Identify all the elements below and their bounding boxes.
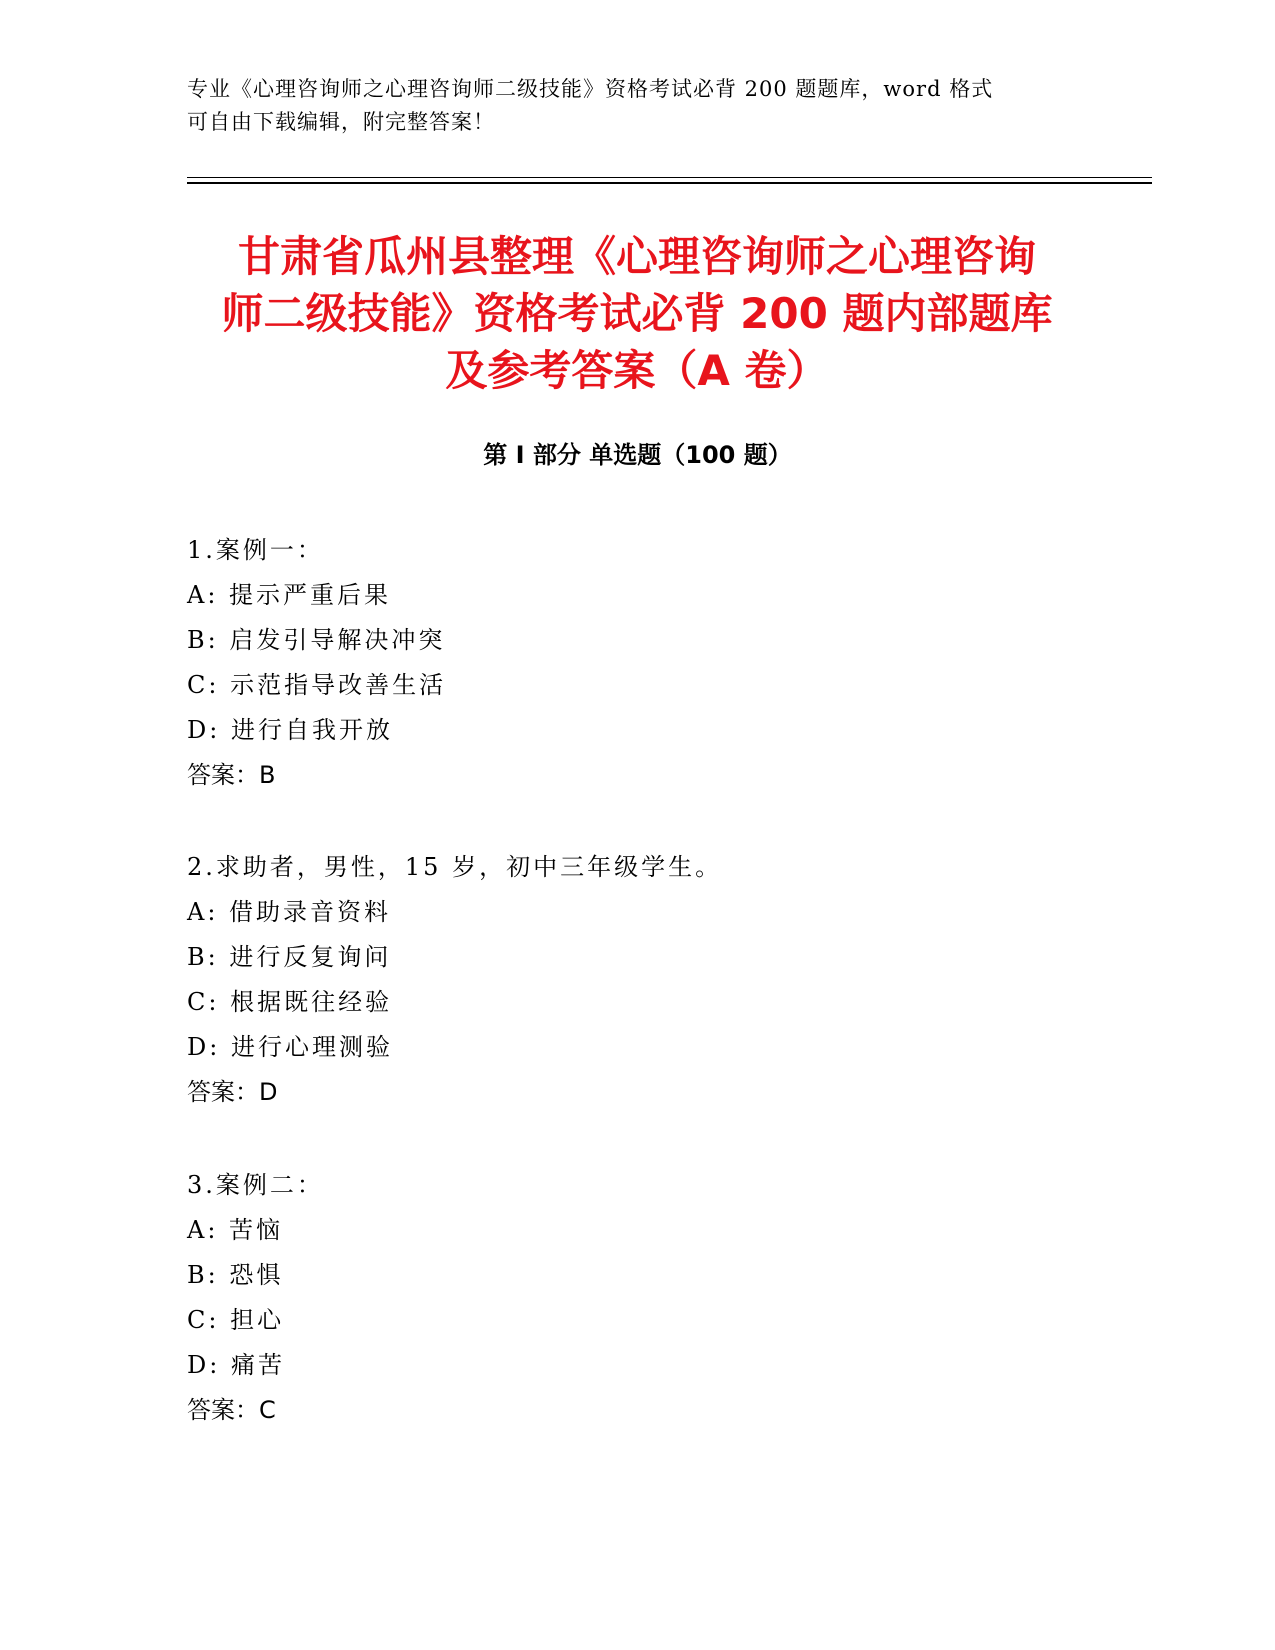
question-stem: 1.案例一： (187, 536, 324, 564)
option-c: C: 根据既往经验 (187, 988, 393, 1016)
question-3 (187, 1163, 1087, 1433)
question-stem: 2.求助者，男性，15 岁，初中三年级学生。 (187, 853, 723, 881)
answer-key: 答案：B (187, 761, 276, 789)
section-heading: 第 I 部分 单选题（100 题） (483, 441, 792, 469)
header-line-2: 可自由下载编辑，附完整答案！ (187, 110, 495, 134)
header-line-1: 专业《心理咨询师之心理咨询师二级技能》资格考试必背 200 题题库，word 格式 (187, 77, 994, 101)
option-a: A: 借助录音资料 (187, 898, 392, 926)
option-c: C: 示范指导改善生活 (187, 671, 447, 699)
answer-key: 答案：D (187, 1078, 278, 1106)
document-header-note (187, 73, 1067, 139)
header-divider-top (187, 177, 1152, 178)
option-b: B: 进行反复询问 (187, 943, 392, 971)
question-2 (187, 845, 1087, 1115)
option-d: D: 痛苦 (187, 1351, 285, 1379)
option-d: D: 进行自我开放 (187, 716, 393, 744)
option-c: C: 担心 (187, 1306, 285, 1334)
title-line-2: 师二级技能》资格考试必背 200 题内部题库 (221, 289, 1053, 338)
answer-key: 答案：C (187, 1396, 276, 1424)
header-divider-bottom (187, 182, 1152, 184)
option-a: A: 提示严重后果 (187, 581, 392, 609)
option-d: D: 进行心理测验 (187, 1033, 393, 1061)
title-line-3: 及参考答案（A 卷） (445, 346, 829, 395)
title-line-1: 甘肃省瓜州县整理《心理咨询师之心理咨询 (237, 232, 1036, 281)
option-a: A: 苦恼 (187, 1216, 284, 1244)
document-title (187, 228, 1087, 399)
option-b: B: 启发引导解决冲突 (187, 626, 446, 654)
option-b: B: 恐惧 (187, 1261, 284, 1289)
question-1 (187, 528, 1087, 798)
question-stem: 3.案例二： (187, 1171, 324, 1199)
